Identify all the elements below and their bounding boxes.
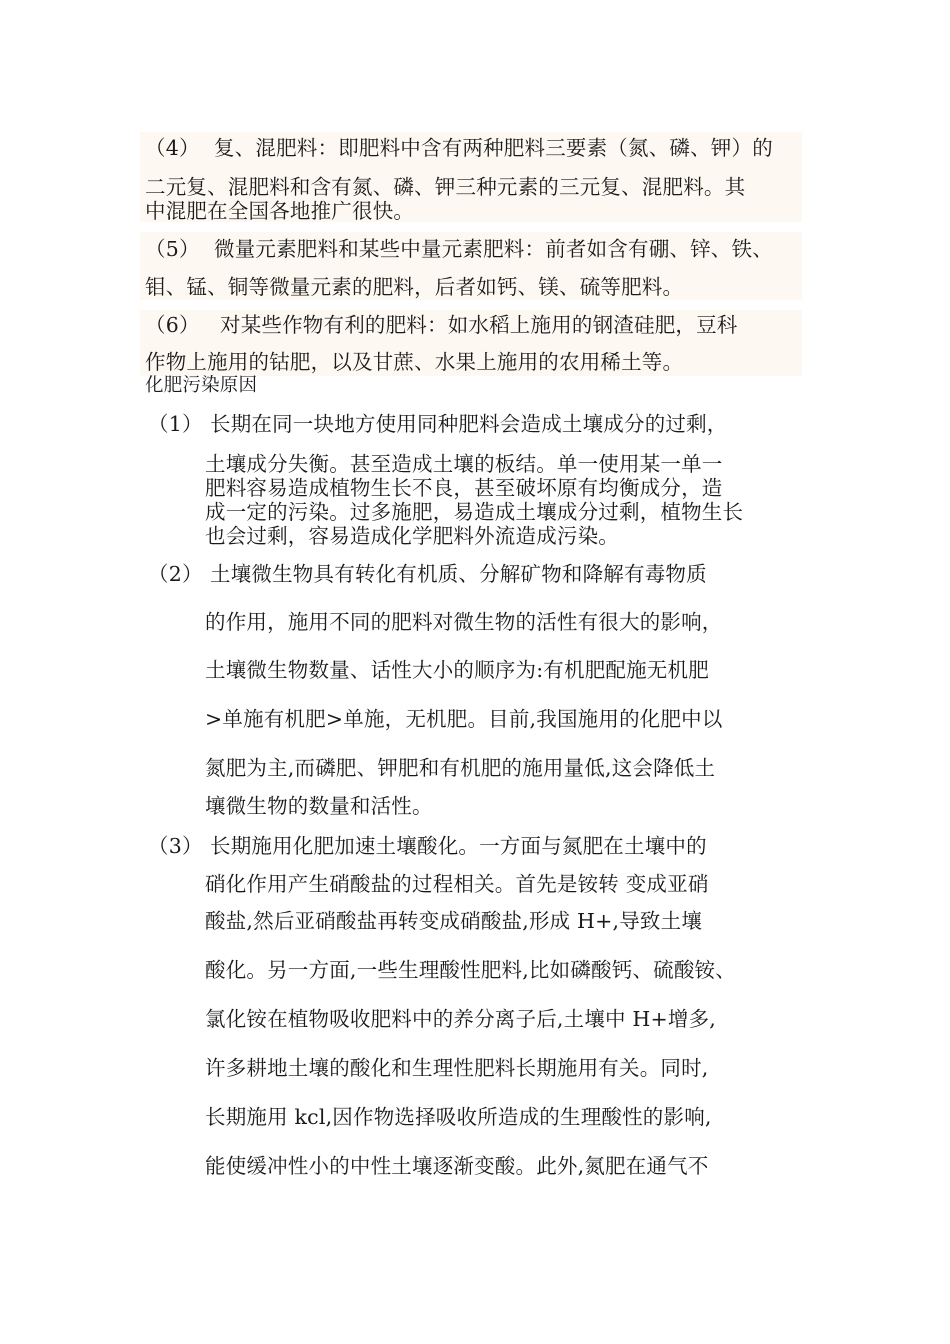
- item-number: （6）: [145, 313, 200, 337]
- cause-line: 土壤成分失衡。甚至造成土壤的板结。单一使用某一单一: [205, 452, 723, 476]
- cause-line: 许多耕地土壤的酸化和生理性肥料长期施用有关。同时,: [205, 1056, 709, 1080]
- cause-line: 土壤微生物具有转化有机质、分解矿物和降解有毒物质: [210, 562, 707, 586]
- item-line: 复、混肥料：即肥料中含有两种肥料三要素（氮、磷、钾）的: [214, 136, 773, 160]
- item-line: 对某些作物有利的肥料：如水稻上施用的钢渣硅肥，豆科: [220, 313, 738, 337]
- cause-line: 长期在同一块地方使用同种肥料会造成土壤成分的过剩，: [210, 412, 728, 436]
- item-line: 二元复、混肥料和含有氮、磷、钾三种元素的三元复、混肥料。其: [145, 175, 746, 199]
- cause-number: （1）: [148, 412, 203, 436]
- cause-line: >单施有机肥>单施，无机肥。目前,我国施用的化肥中以: [205, 707, 723, 731]
- cause-line: 氮肥为主,而磷肥、钾肥和有机肥的施用量低,这会降低土: [205, 756, 716, 780]
- cause-line: 硝化作用产生硝酸盐的过程相关。首先是铵转 变成亚硝: [205, 872, 709, 896]
- cause-line: 长期施用 kcl,因作物选择吸收所造成的生理酸性的影响,: [205, 1105, 712, 1129]
- cause-number: （2）: [148, 562, 203, 586]
- cause-line: 肥料容易造成植物生长不良，甚至破坏原有均衡成分，造: [205, 476, 723, 500]
- section-title: 化肥污染原因: [145, 375, 258, 396]
- item-line: 微量元素肥料和某些中量元素肥料：前者如含有硼、锌、铁、: [214, 237, 773, 261]
- cause-line: 也会过剩，容易造成化学肥料外流造成污染。: [205, 524, 619, 548]
- cause-line: 酸化。另一方面,一些生理酸性肥料,比如磷酸钙、硫酸铵、: [205, 958, 736, 982]
- item-line: 钼、锰、铜等微量元素的肥料，后者如钙、镁、硫等肥料。: [145, 275, 684, 299]
- item-number: （4）: [145, 136, 200, 160]
- cause-line: 氯化铵在植物吸收肥料中的养分离子后,土壤中 H+增多,: [205, 1007, 717, 1031]
- item-line: 作物上施用的钴肥，以及甘蔗、水果上施用的农用稀土等。: [145, 350, 684, 374]
- cause-line: 土壤微生物数量、话性大小的顺序为:有机肥配施无机肥: [205, 658, 709, 682]
- cause-line: 壤微生物的数量和活性。: [205, 794, 433, 818]
- cause-line: 成一定的污染。过多施肥，易造成土壤成分过剩，植物生长: [205, 500, 744, 524]
- cause-number: （3）: [148, 834, 203, 858]
- cause-line: 能使缓冲性小的中性土壤逐渐变酸。此外,氮肥在通气不: [205, 1154, 709, 1178]
- cause-line: 的作用，施用不同的肥料对微生物的活性有很大的影响，: [205, 610, 723, 634]
- item-line: 中混肥在全国各地推广很快。: [145, 199, 415, 223]
- item-number: （5）: [145, 237, 200, 261]
- cause-line: 长期施用化肥加速土壤酸化。一方面与氮肥在土壤中的: [210, 834, 707, 858]
- cause-line: 酸盐,然后亚硝酸盐再转变成硝酸盐,形成 H+,导致土壤: [205, 909, 703, 933]
